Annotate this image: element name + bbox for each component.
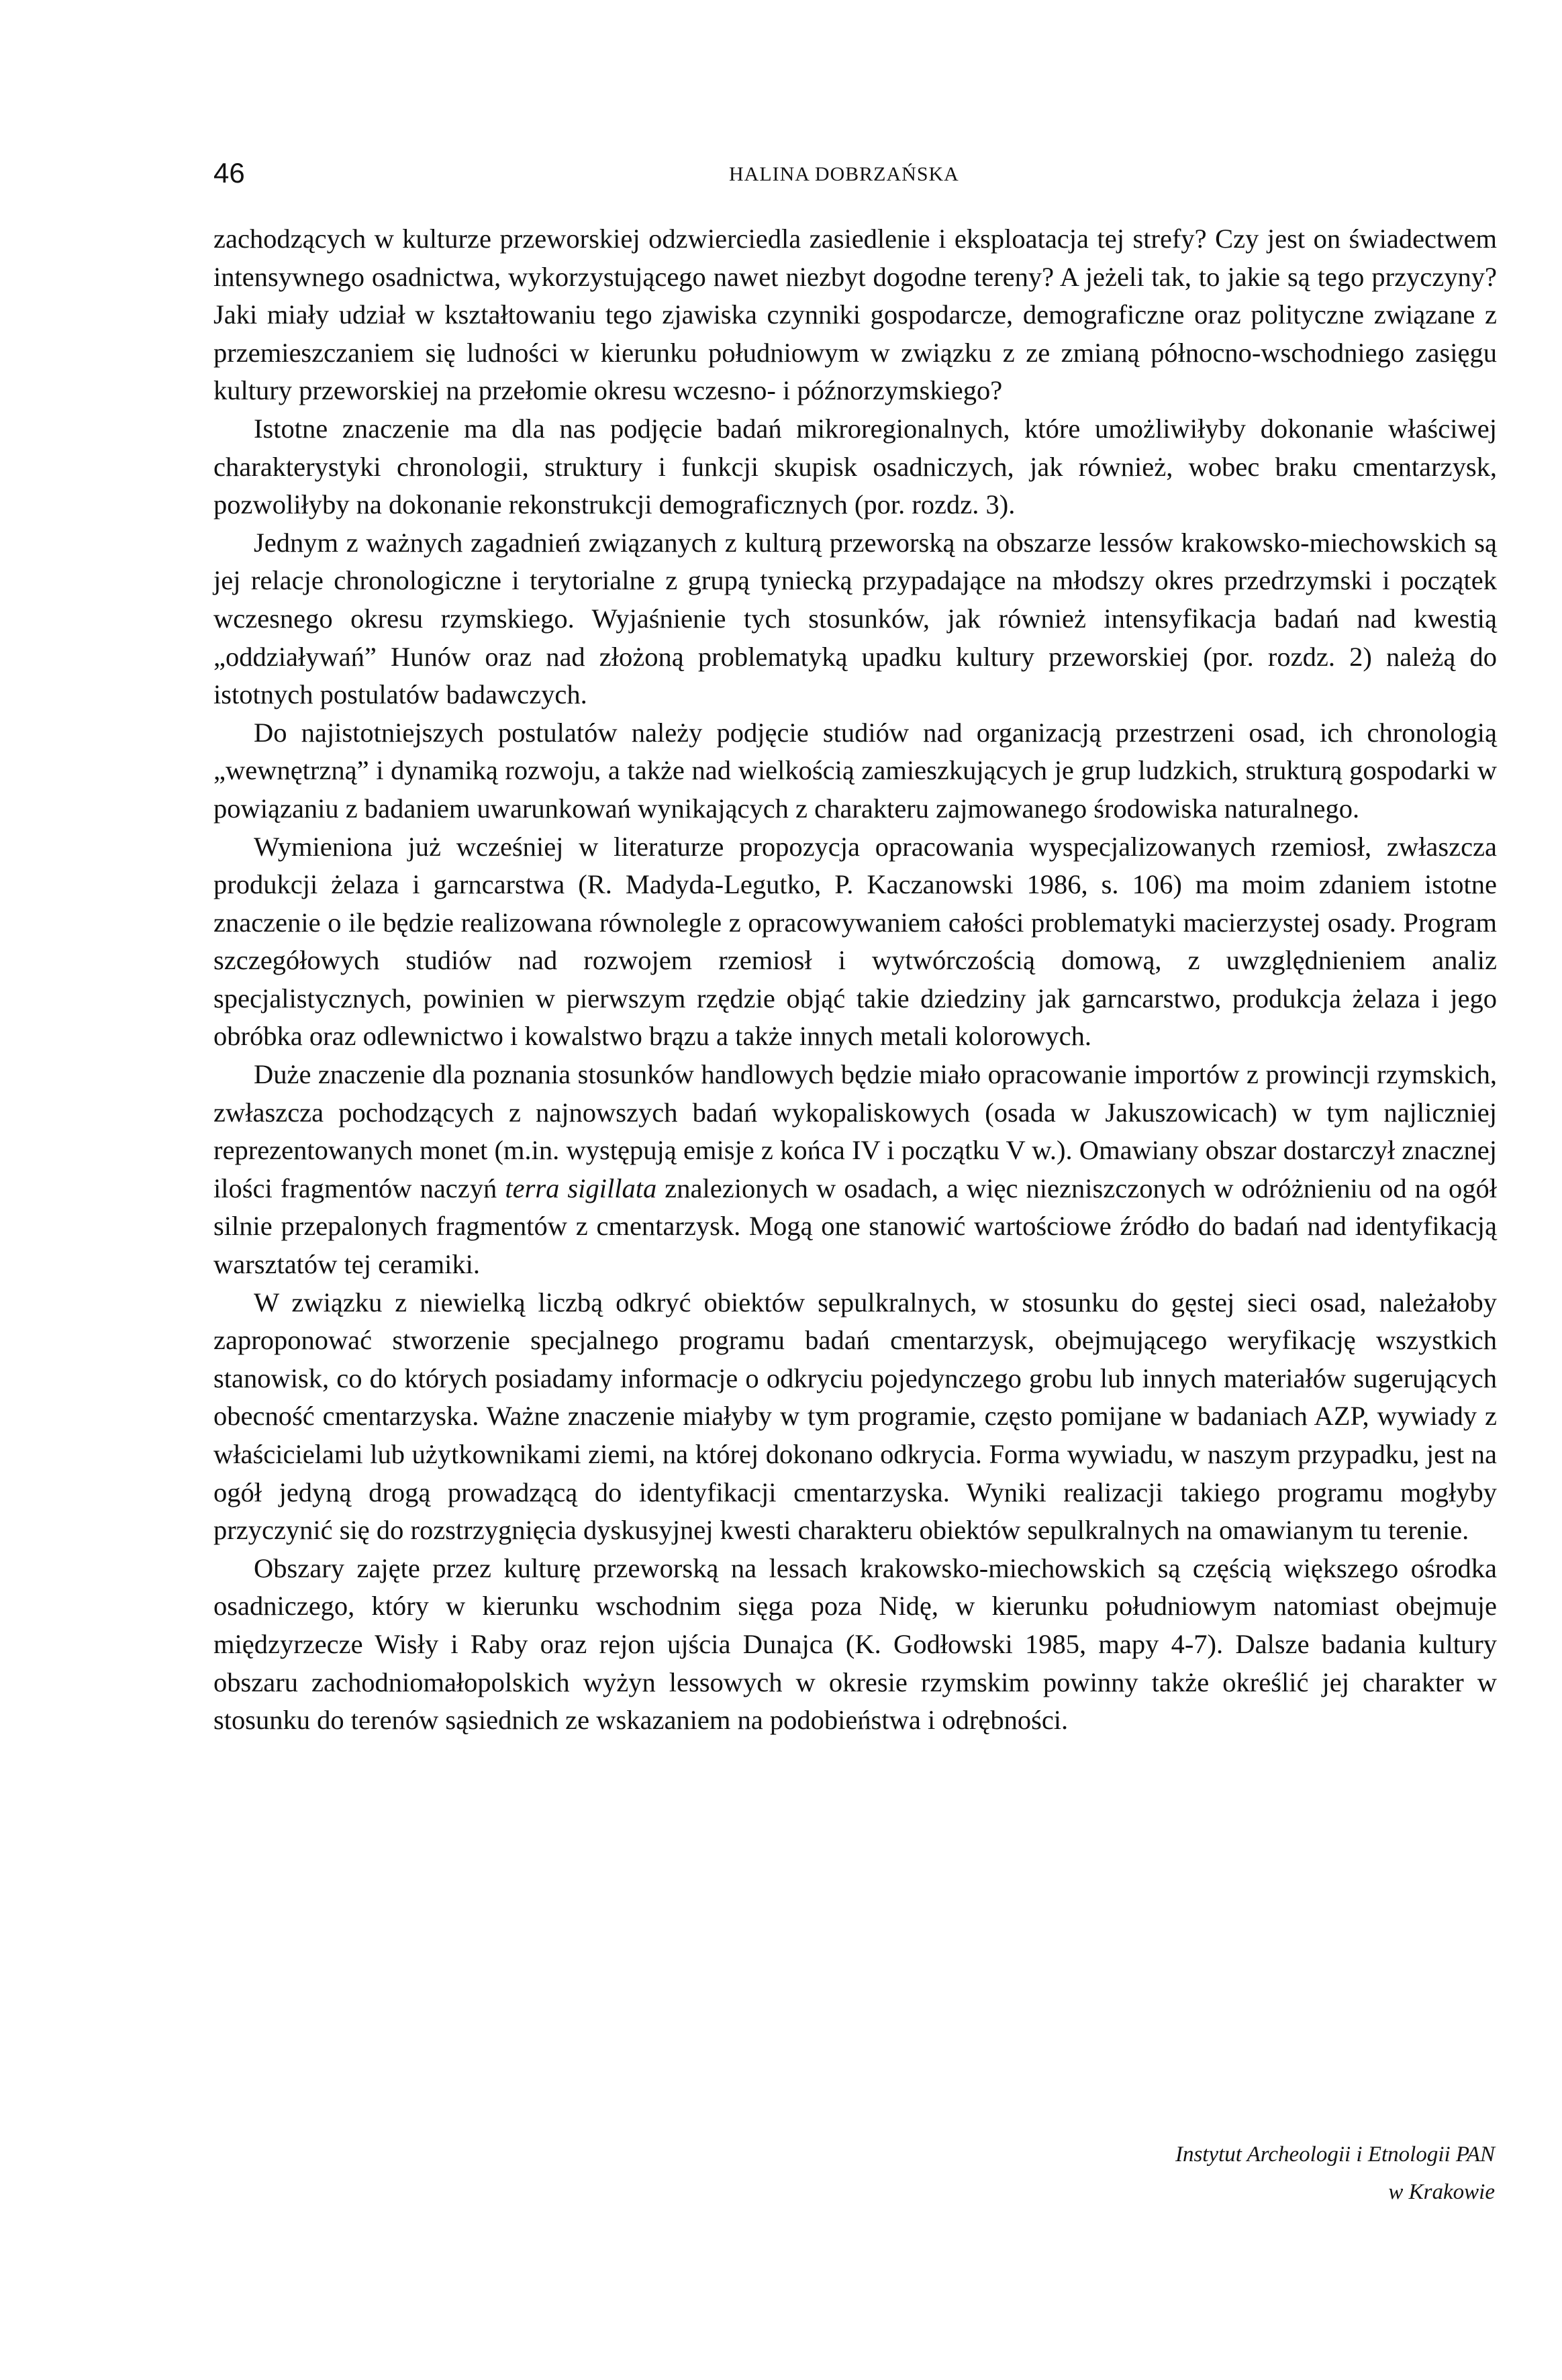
paragraph-2: Istotne znaczenie ma dla nas podjęcie badań mikroregionalnych, które umożliwiłyby dokonanie właściwej charakterystyki chronologii, struktury i funkcji skupisk osadniczych, jak również, wobec braku cmentarzysk, pozwoliłyby na dokonanie rekonstrukcji demograficznych (por. rozdz. 3). xyxy=(213,413,1497,520)
affiliation-institute: Instytut Archeologii i Etnologii PAN xyxy=(1175,2142,1495,2167)
paragraph-8: Obszary zajęte przez kulturę przeworską na lessach krakowsko-miechowskich są częścią większego ośrodka osadniczego, który w kierunku wschodnim sięga poza Nidę, w kierunku południowym natomiast obejmuje międzyrzecze Wisły i Raby oraz rejon ujścia Dunajca (K. Godłowski 1985, mapy 4-7). Dalsze badania kultury obszaru zachodniomałopolskich wyżyn lessowych w okresie rzymskim powinny także określić jej charakter w stosunku do terenów sąsiednich ze wskazaniem na podobieństwa i odrębności. xyxy=(213,1552,1497,1736)
affiliation-city: w Krakowie xyxy=(1388,2180,1495,2204)
paragraph-4: Do najistotniejszych postulatów należy podjęcie studiów nad organizacją przestrzeni osad, ich chronologią „wewnętrzną” i dynamiką rozwoju, a także nad wielkością zamieszkujących je grup ludzkich, strukturą gospodarki w powiązaniu z badaniem uwarunkowań wynikających z charakteru zajmowanego środowiska naturalnego. xyxy=(213,717,1497,824)
paragraph-7: W związku z niewielką liczbą odkryć obiektów sepulkralnych, w stosunku do gęstej sieci osad, należałoby zaproponować stworzenie specjalnego programu badań cmentarzysk, obejmującego weryfikację wszystkich stanowisk, co do których posiadamy informacje o odkryciu pojedynczego grobu lub innych materiałów sugerujących obecność cmentarzyska. Ważne znaczenie miałyby w tym programie, często pomijane w badaniach AZP, wywiady z właścicielami lub użytkownikami ziemi, na której dokonano odkrycia. Forma wywiadu, w naszym przypadku, jest na ogół jedyną drogą prowadzącą do identyfikacji cmentarzyska. Wyniki realizacji takiego programu mogłyby przyczynić się do rozstrzygnięcia dyskusyjnej kwesti charakteru obiektów sepulkralnych na omawianym tu terenie. xyxy=(213,1287,1497,1546)
page-number: 46 xyxy=(213,157,245,189)
paragraph-6-text-before: Duże znaczenie dla poznania stosunków handlowych będzie miało opracowanie importów z prowincji rzymskich, zwłaszcza pochodzących z najnowszych badań wykopaliskowych (osada w Jakuszowicach) w tym najliczniej reprezentowanych monet (m.in. występują emisje z końca IV i początku V w.). Omawiany obszar dostarczył znacznej ilości fragmentów naczyń xyxy=(213,1059,1497,1203)
paragraph-6 xyxy=(213,1056,1497,1284)
paragraph-3: Jednym z ważnych zagadnień związanych z kulturą przeworską na obszarze lessów krakowsko-miechowskich są jej relacje chronologiczne i terytorialne z grupą tyniecką przypadające na młodszy okres przedrzymski i początek wczesnego okresu rzymskiego. Wyjaśnienie tych stosunków, jak również intensyfikacja badań nad kwestią „oddziaływań” Hunów oraz nad złożoną problematyką upadku kultury przeworskiej (por. rozdz. 2) należą do istotnych postulatów badawczych. xyxy=(213,527,1497,710)
paragraph-6-italic-term: terra sigillata xyxy=(505,1173,657,1203)
author-affiliation xyxy=(1175,2136,1495,2211)
paragraph-6-text-after: znalezionych w osadach, a więc niezniszczonych w odróżnieniu od na ogół silnie przepalonych fragmentów z cmentarzysk. Mogą one stanowić wartościowe źródło do badań nad identyfikacją warsztatów tej ceramiki. xyxy=(213,1173,1497,1280)
body-text xyxy=(213,220,1497,1740)
page-header xyxy=(213,153,1509,193)
paragraph-1: zachodzących w kulturze przeworskiej odzwierciedla zasiedlenie i eksploatacja tej strefy? Czy jest on świadectwem intensywnego osadnictwa, wykorzystującego nawet niezbyt dogodne tereny? A jeżeli tak, to jakie są tego przyczyny? Jaki miały udział w kształtowaniu tego zjawiska czynniki gospodarcze, demograficzne oraz polityczne związane z przemieszczaniem się ludności w kierunku południowym w związku z ze zmianą północno-wschodniego zasięgu kultury przeworskiej na przełomie okresu wczesno- i późnorzymskiego? xyxy=(213,224,1497,406)
paragraph-5: Wymieniona już wcześniej w literaturze propozycja opracowania wyspecjalizowanych rzemiosł, zwłaszcza produkcji żelaza i garncarstwa (R. Madyda-Legutko, P. Kaczanowski 1986, s. 106) ma moim zdaniem istotne znaczenie o ile będzie realizowana równolegle z opracowywaniem całości problematyki macierzystej osady. Program szczegółowych studiów nad rozwojem rzemiosł i wytwórczością domową, z uwzględnieniem analiz specjalistycznych, powinien w pierwszym rzędzie objąć takie dziedziny jak garncarstwo, produkcja żelaza i jego obróbka oraz odlewnictwo i kowalstwo brązu a także innych metali kolorowych. xyxy=(213,831,1497,1052)
running-head: HALINA DOBRZAŃSKA xyxy=(729,163,959,185)
